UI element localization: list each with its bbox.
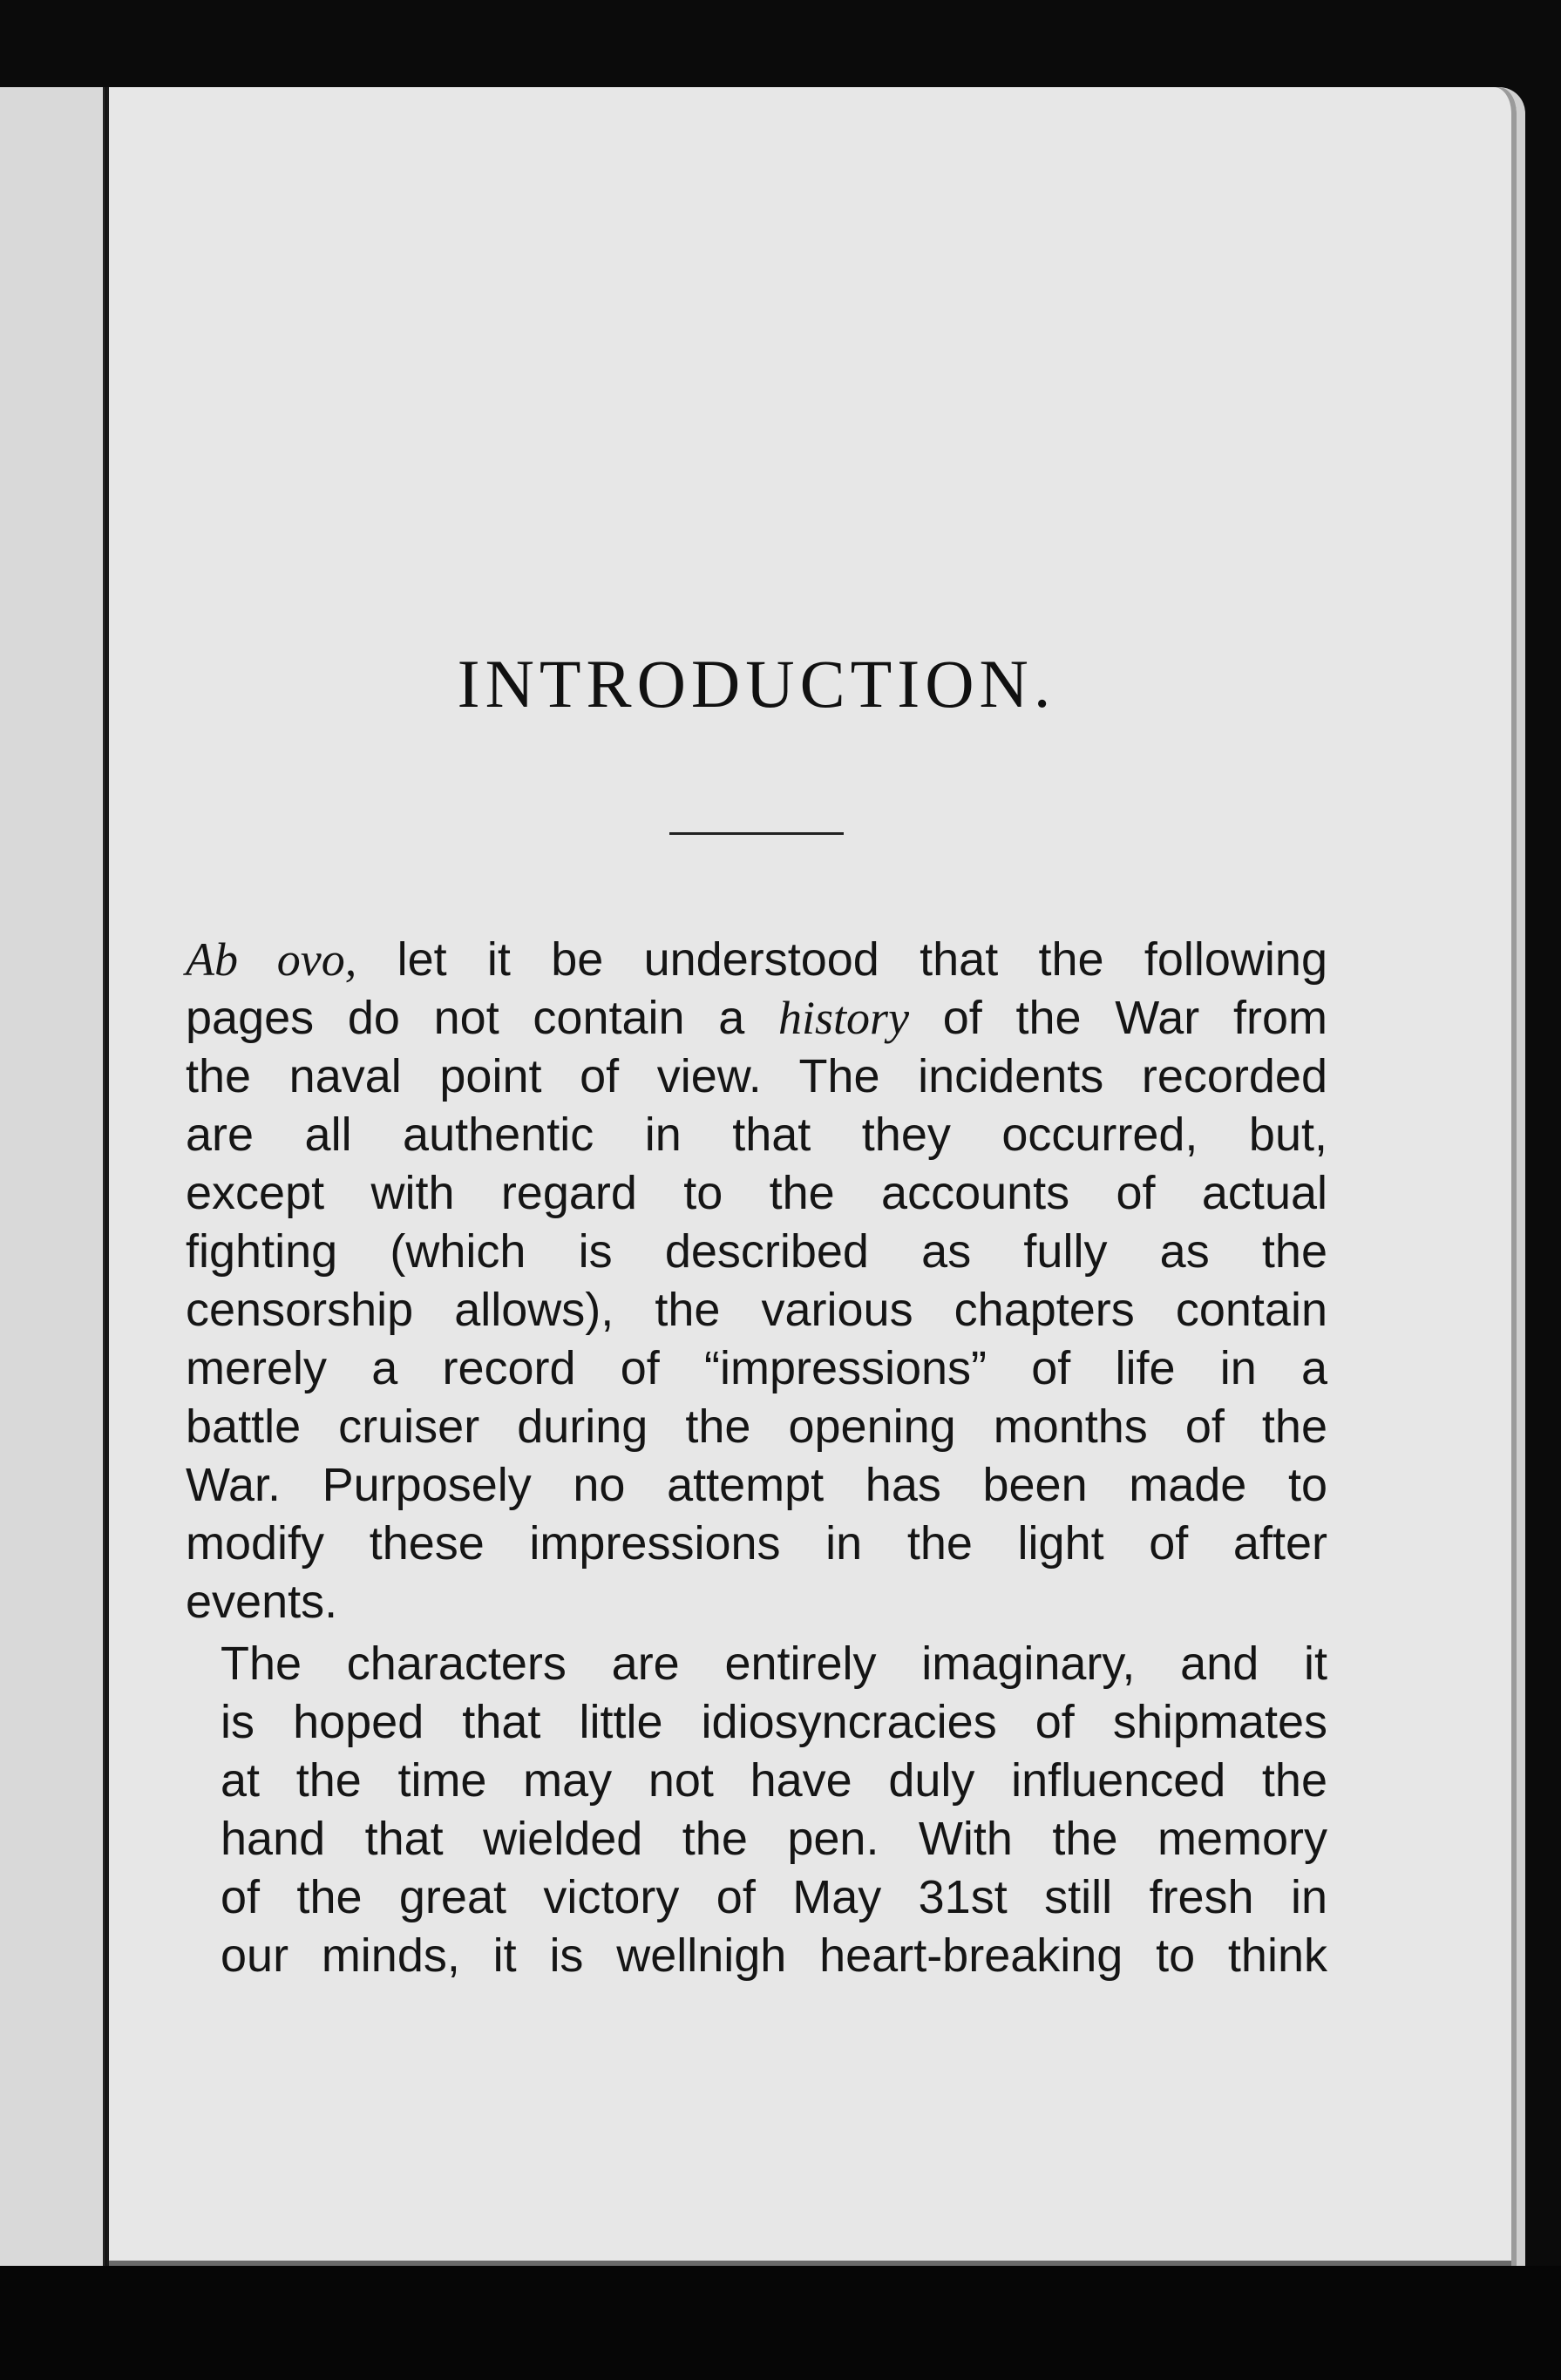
book-page bbox=[106, 87, 1525, 2266]
paragraph-1-line-10: War. Purposely no attempt has been made to bbox=[186, 1459, 1327, 1511]
paragraph-1 bbox=[186, 931, 1327, 1631]
lead-words: Ab ovo, bbox=[186, 933, 357, 986]
paragraph-1-line-11: modify these impressions in the light of after bbox=[186, 1517, 1327, 1570]
scan-border bbox=[0, 2266, 1561, 2380]
paragraph-2-line-1: The characters are entirely imaginary, and it bbox=[221, 1638, 1327, 1690]
paragraph-1-line-7: censorship allows), the various chapters contain bbox=[186, 1284, 1327, 1336]
paragraph-1-line-2: pages do not contain a history of the War from bbox=[186, 992, 1328, 1044]
paragraph-2-line-3: at the time may not have duly influenced the bbox=[221, 1754, 1327, 1807]
paragraph-2-line-6: our minds, it is wellnigh heart-breaking to think bbox=[221, 1929, 1327, 1982]
paragraph-1-line-12: events. bbox=[186, 1576, 338, 1628]
paragraph-1-line-3: the naval point of view. The incidents recorded bbox=[186, 1050, 1327, 1102]
paragraph-1-line-5: except with regard to the accounts of actual bbox=[186, 1167, 1327, 1219]
paragraph-1-line-4: are all authentic in that they occurred, but, bbox=[186, 1109, 1327, 1161]
paragraph-1-line-9: battle cruiser during the opening months of the bbox=[186, 1400, 1327, 1453]
paragraph-1-line-1: Ab ovo, let it be understood that the following bbox=[186, 933, 1327, 986]
facing-page-edge bbox=[0, 87, 105, 2266]
paragraph-2-line-4: hand that wielded the pen. With the memory bbox=[221, 1813, 1327, 1865]
italic-word: history bbox=[778, 992, 910, 1044]
title-rule bbox=[669, 832, 844, 835]
page-content bbox=[186, 645, 1327, 1985]
paragraph-2-line-2: is hoped that little idiosyncracies of shipmates bbox=[221, 1696, 1327, 1748]
paragraph-1-line-8: merely a record of “impressions” of life in a bbox=[186, 1342, 1327, 1394]
paragraph-2 bbox=[186, 1635, 1327, 1985]
paragraph-1-line-6: fighting (which is described as fully as the bbox=[186, 1225, 1327, 1278]
paragraph-2-line-5: of the great victory of May 31st still fresh in bbox=[221, 1871, 1327, 1923]
page-title: INTRODUCTION. bbox=[457, 646, 1056, 722]
